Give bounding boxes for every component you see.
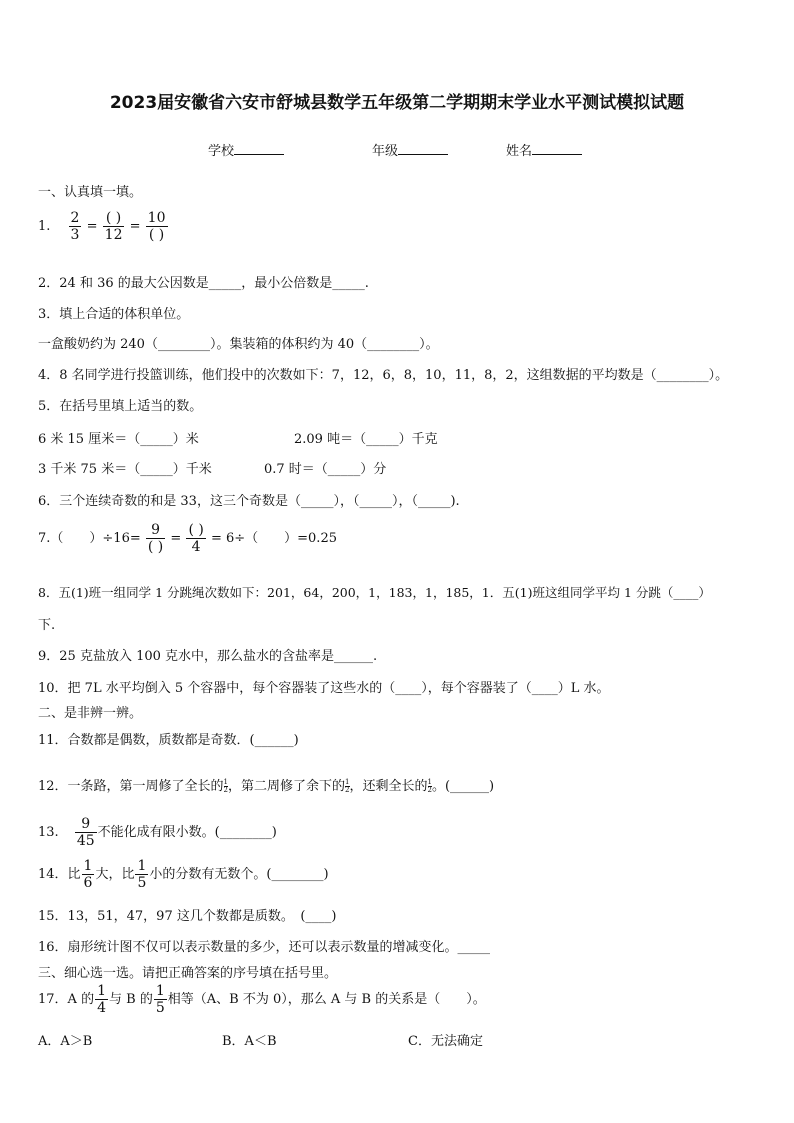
q13-text: 不能化成有限小数。(________) (97, 825, 277, 840)
question-1 (38, 210, 169, 243)
q17-fraction-2: $\frac{1}{5}$ (155, 983, 165, 1016)
question-5-row-2-left: 3 千米 75 米＝（_____）千米 (38, 462, 212, 477)
grade-field (372, 140, 448, 159)
q17-option-c: C．无法确定 (408, 1034, 483, 1049)
q12-text-4: 。(______) (431, 779, 495, 794)
name-label: 姓名 (506, 144, 533, 159)
q13-number: 13. (38, 825, 59, 840)
section-3-heading: 三、细心选一选。请把正确答案的序号填在括号里。 (38, 966, 338, 981)
question-5: 5．在括号里填上适当的数。 (38, 399, 203, 414)
q7-fraction-1: $\frac{9}{( )}$ (147, 522, 164, 555)
question-14 (38, 858, 329, 891)
school-blank (234, 142, 284, 155)
question-6: 6．三个连续奇数的和是 33，这三个奇数是（_____），（_____），（_____). (38, 494, 460, 509)
q14-fraction-2: $\frac{1}{5}$ (137, 858, 147, 891)
q14-text-1: 14．比 (38, 867, 81, 882)
q12-fraction-2: $\frac{1}{2}$ (345, 778, 350, 794)
q14-text-3: 小的分数有无数个。(________) (149, 867, 329, 882)
question-3: 3．填上合适的体积单位。 (38, 307, 190, 322)
section-2-heading: 二、是非辨一辨。 (38, 706, 143, 721)
q7-suffix: = 6÷（ ）=0.25 (210, 531, 337, 546)
section-1-heading: 一、认真填一填。 (38, 185, 143, 200)
question-5-row-1-right: 2.09 吨＝（_____）千克 (294, 432, 438, 447)
q17-fraction-1: $\frac{1}{4}$ (97, 983, 106, 1016)
q7-equals: = (170, 531, 182, 546)
q17-text-2: 与 B 的 (109, 992, 153, 1007)
question-5-row-2-right: 0.7 时＝（_____）分 (264, 462, 387, 477)
question-3-items: 一盒酸奶约为 240（________）。集装箱的体积约为 40（________）。 (38, 337, 439, 352)
q12-text-1: 12．一条路，第一周修了全长的 (38, 779, 224, 794)
question-16: 16．扇形统计图不仅可以表示数量的多少，还可以表示数量的增减变化。_____ (38, 940, 491, 955)
q1-number: 1. (38, 219, 51, 234)
question-9: 9．25 克盐放入 100 克水中，那么盐水的含盐率是______. (38, 649, 378, 664)
question-13 (38, 816, 277, 849)
question-12 (38, 775, 494, 794)
question-8-line-2: 下. (38, 618, 56, 633)
question-5-row-1-left: 6 米 15 厘米＝（_____）米 (38, 432, 199, 447)
grade-blank (398, 142, 448, 155)
question-11: 11．合数都是偶数，质数都是奇数．(______) (38, 733, 299, 748)
question-15: 15．13，51，47，97 这几个数都是质数。 (____) (38, 909, 337, 924)
q17-text-1: 17．A 的 (38, 992, 95, 1007)
name-blank (532, 142, 582, 155)
q7-fraction-2: $\frac{( )}{4}$ (188, 522, 204, 555)
q14-fraction-1: $\frac{1}{6}$ (83, 858, 93, 891)
q12-fraction-1: $\frac{1}{2}$ (223, 778, 229, 794)
q12-text-3: ，还剩全长的 (349, 779, 428, 794)
q13-fraction: $\frac{9}{45}$ (76, 816, 95, 849)
q17-option-a: A．A＞B (38, 1034, 93, 1049)
question-4: 4．8 名同学进行投篮训练，他们投中的次数如下：7，12，6，8，10，11，8，2，这组数据的平均数是（________）。 (38, 368, 729, 383)
question-10: 10．把 7L 水平均倒入 5 个容器中，每个容器装了这些水的（____），每个容器装了（____）L 水。 (38, 681, 610, 696)
q1-fraction-c: $\frac{10}{( )}$ (147, 210, 166, 243)
q7-prefix: 7.（ ）÷16= (38, 531, 141, 546)
q1-fraction-b: $\frac{( )}{12}$ (104, 210, 123, 243)
q17-text-3: 相等（A、B 不为 0），那么 A 与 B 的关系是（ ）。 (167, 992, 486, 1007)
school-field (208, 140, 284, 159)
q1-equals-2: = (129, 219, 141, 234)
q12-text-2: ，第二周修了余下的 (228, 779, 346, 794)
q1-fraction-a: $\frac{2}{3}$ (70, 210, 80, 243)
school-label: 学校 (208, 144, 235, 159)
question-8-line-1: 8．五(1)班一组同学 1 分跳绳次数如下：201，64，200，1，183，1，185，1．五(1)班这组同学平均 1 分跳（____） (38, 585, 711, 600)
question-2: 2．24 和 36 的最大公因数是_____，最小公倍数是_____. (38, 276, 369, 291)
q12-fraction-3: $\frac{1}{2}$ (427, 778, 432, 794)
page-title: 2023届安徽省六安市舒城县数学五年级第二学期期末学业水平测试模拟试题 (109, 93, 685, 113)
q17-option-b: B．A＜B (222, 1034, 277, 1049)
q14-text-2: 大，比 (95, 867, 135, 882)
question-17 (38, 983, 486, 1016)
q1-equals: = (86, 219, 98, 234)
question-7 (38, 522, 337, 555)
name-field (506, 140, 582, 159)
grade-label: 年级 (372, 144, 399, 159)
